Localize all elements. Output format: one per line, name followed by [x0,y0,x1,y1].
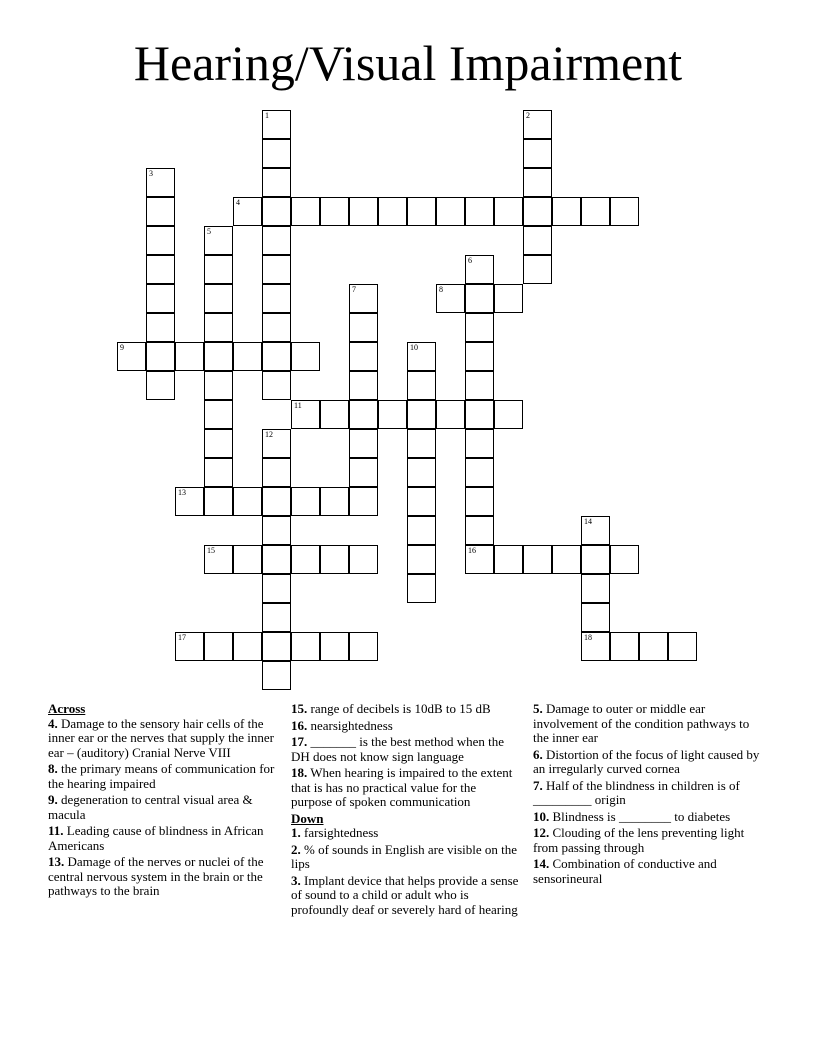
grid-cell[interactable] [552,197,581,226]
clue-number: 7 [352,285,356,294]
grid-cell[interactable] [494,400,523,429]
grid-cell[interactable] [378,197,407,226]
clue-across-15: 15. range of decibels is 10dB to 15 dB [291,701,491,716]
grid-cell[interactable] [291,487,320,516]
clue-number: 4 [236,198,240,207]
grid-cell[interactable] [262,226,291,255]
grid-cell[interactable] [262,313,291,342]
clue-number: 15 [207,546,215,555]
grid-cell[interactable] [262,255,291,284]
grid-cell[interactable] [465,342,494,371]
grid-cell[interactable] [523,139,552,168]
grid-cell[interactable] [146,255,175,284]
grid-cell[interactable] [291,632,320,661]
grid-cell[interactable] [320,632,349,661]
grid-cell[interactable] [581,603,610,632]
clue-number: 2 [526,111,530,120]
clue-number: 1 [265,111,269,120]
grid-cell[interactable] [262,342,291,371]
grid-cell[interactable] [465,458,494,487]
grid-cell[interactable] [465,255,494,284]
grid-cell[interactable] [436,284,465,313]
grid-cell[interactable] [262,487,291,516]
clue-down-2: 2. % of sounds in English are visible on the lips [291,841,518,871]
grid-cell[interactable] [465,516,494,545]
grid-cell[interactable] [117,342,146,371]
grid-cell[interactable] [204,458,233,487]
grid-cell[interactable] [204,487,233,516]
grid-cell[interactable] [349,487,378,516]
grid-cell[interactable] [407,400,436,429]
grid-cell[interactable] [407,545,436,574]
clue-number: 13 [178,488,186,497]
grid-cell[interactable] [320,197,349,226]
clue-number: 12 [265,430,273,439]
grid-cell[interactable] [291,197,320,226]
clues-column-3 [533,702,765,888]
grid-cell[interactable] [204,342,233,371]
grid-cell[interactable] [407,458,436,487]
grid-cell[interactable] [610,545,639,574]
grid-cell[interactable] [465,400,494,429]
grid-cell[interactable] [146,226,175,255]
grid-cell[interactable] [668,632,697,661]
grid-cell[interactable] [146,168,175,197]
grid-cell[interactable] [407,574,436,603]
grid-cell[interactable] [465,284,494,313]
grid-cell[interactable] [349,545,378,574]
grid-cell[interactable] [204,226,233,255]
grid-cell[interactable] [262,197,291,226]
grid-cell[interactable] [204,545,233,574]
grid-cell[interactable] [262,632,291,661]
clue-across-17: 17. _______ is the best method when the DH does not know sign language [291,734,505,764]
grid-cell[interactable] [146,342,175,371]
grid-cell[interactable] [262,139,291,168]
grid-cell[interactable] [349,400,378,429]
grid-cell[interactable] [378,400,407,429]
grid-cell[interactable] [262,516,291,545]
clue-number: 5 [207,227,211,236]
grid-cell[interactable] [465,545,494,574]
clue-down-6: 6. Distortion of the focus of light caused by an irregularly curved cornea [533,746,760,776]
clue-number: 17 [178,633,186,642]
grid-cell[interactable] [146,197,175,226]
grid-cell[interactable] [262,371,291,400]
grid-cell[interactable] [407,487,436,516]
clue-across-13: 13. Damage of the nerves or nuclei of the central nervous system in the brain or the pathways to the brain [48,854,264,898]
grid-cell[interactable] [146,313,175,342]
clue-down-5: 5. Damage to outer or middle ear involvement of the condition pathways to the inner ear [533,701,750,745]
grid-cell[interactable] [320,400,349,429]
grid-cell[interactable] [233,632,262,661]
grid-cell[interactable] [204,429,233,458]
grid-cell[interactable] [523,545,552,574]
grid-cell[interactable] [523,110,552,139]
grid-cell[interactable] [262,545,291,574]
grid-cell[interactable] [349,313,378,342]
clue-number: 16 [468,546,476,555]
grid-cell[interactable] [552,545,581,574]
grid-cell[interactable] [581,545,610,574]
grid-cell[interactable] [262,603,291,632]
grid-cell[interactable] [465,313,494,342]
grid-cell[interactable] [175,632,204,661]
grid-cell[interactable] [494,197,523,226]
grid-cell[interactable] [146,284,175,313]
clue-number: 10 [410,343,418,352]
grid-cell[interactable] [349,284,378,313]
grid-cell[interactable] [349,632,378,661]
clue-across-4: 4. Damage to the sensory hair cells of the inner ear or the nerves that supply the inner ear – (auditory) Cranial Nerve VIII [48,715,274,760]
grid-cell[interactable] [262,110,291,139]
grid-cell[interactable] [581,197,610,226]
grid-cell[interactable] [581,574,610,603]
grid-cell[interactable] [494,284,523,313]
grid-cell[interactable] [233,545,262,574]
across-heading: Across [48,701,86,716]
clue-across-18: 18. When hearing is impaired to the extent that is has no practical value for the purpose of spoken communication [291,765,513,809]
grid-cell[interactable] [465,197,494,226]
grid-cell[interactable] [523,168,552,197]
clue-across-11: 11. Leading cause of blindness in African Americans [48,823,264,853]
grid-cell[interactable] [175,342,204,371]
clue-number: 11 [294,401,302,410]
grid-cell[interactable] [204,284,233,313]
puzzle-title: Hearing/Visual Impairment [133,35,683,91]
grid-cell[interactable] [204,313,233,342]
grid-cell[interactable] [494,545,523,574]
grid-cell[interactable] [204,255,233,284]
clue-number: 6 [468,256,472,265]
grid-cell[interactable] [523,197,552,226]
grid-cell[interactable] [146,371,175,400]
clue-down-3: 3. Implant device that helps provide a sense of sound to a child or adult who is profoundly deaf or severely hard of hearing [291,872,519,917]
grid-cell[interactable] [610,197,639,226]
grid-cell[interactable] [465,371,494,400]
down-heading: Down [291,810,324,826]
grid-cell[interactable] [349,197,378,226]
grid-cell[interactable] [291,342,320,371]
grid-cell[interactable] [523,226,552,255]
clue-number: 3 [149,169,153,178]
clue-number: 18 [584,633,592,642]
grid-cell[interactable] [291,400,320,429]
clues-column-1 [48,702,276,901]
clue-number: 8 [439,285,443,294]
grid-cell[interactable] [639,632,668,661]
grid-cell[interactable] [233,487,262,516]
grid-cell[interactable] [407,342,436,371]
grid-cell[interactable] [262,429,291,458]
clue-across-9: 9. degeneration to central visual area & macula [48,792,253,822]
grid-cell[interactable] [523,255,552,284]
grid-cell[interactable] [233,197,262,226]
grid-cell[interactable] [204,400,233,429]
grid-cell[interactable] [204,632,233,661]
grid-cell[interactable] [320,487,349,516]
clue-down-12: 12. Clouding of the lens preventing light from passing through [533,825,745,855]
grid-cell[interactable] [436,197,465,226]
grid-cell[interactable] [407,429,436,458]
clues-column-2 [291,702,519,919]
grid-cell[interactable] [407,197,436,226]
grid-cell[interactable] [349,371,378,400]
clue-down-1: 1. farsightedness [291,825,379,840]
grid-cell[interactable] [233,342,262,371]
clue-down-10: 10. Blindness is ________ to diabetes [533,808,731,824]
clue-down-7: 7. Half of the blindness in children is of _________ origin [533,777,740,807]
grid-cell[interactable] [204,371,233,400]
grid-cell[interactable] [465,429,494,458]
grid-cell[interactable] [465,487,494,516]
clue-across-8: 8. the primary means of communication for the hearing impaired [48,761,275,791]
grid-cell[interactable] [349,458,378,487]
grid-cell[interactable] [262,284,291,313]
grid-cell[interactable] [175,487,204,516]
clue-number: 14 [584,517,592,526]
clue-down-14: 14. Combination of conductive and sensorineural [533,856,717,886]
grid-cell[interactable] [407,516,436,545]
grid-cell[interactable] [610,632,639,661]
grid-cell[interactable] [262,168,291,197]
grid-cell[interactable] [407,371,436,400]
grid-cell[interactable] [291,545,320,574]
grid-cell[interactable] [581,632,610,661]
grid-cell[interactable] [436,400,465,429]
clue-number: 9 [120,343,124,352]
grid-cell[interactable] [581,516,610,545]
grid-cell[interactable] [320,545,349,574]
grid-cell[interactable] [262,661,291,690]
grid-cell[interactable] [349,342,378,371]
grid-cell[interactable] [349,429,378,458]
grid-cell[interactable] [262,574,291,603]
grid-cell[interactable] [262,458,291,487]
clue-across-16: 16. nearsightedness [291,717,393,733]
